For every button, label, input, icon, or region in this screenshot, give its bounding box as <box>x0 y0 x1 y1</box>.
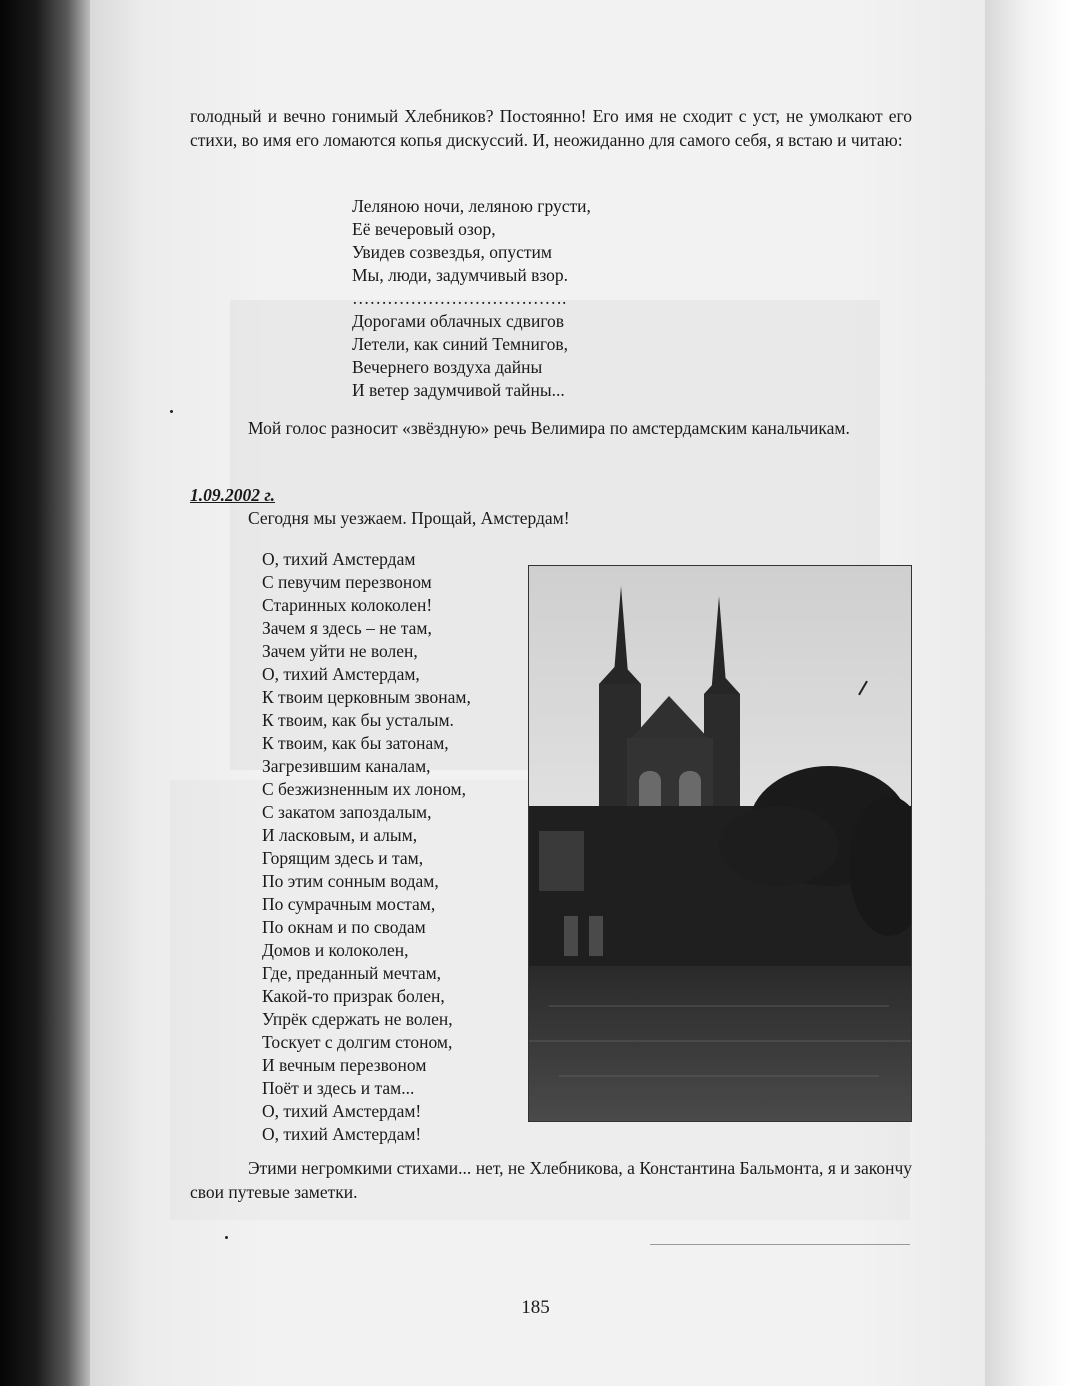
poem-line: Старинных колоколен! <box>262 595 433 615</box>
date-heading: 1.09.2002 г. <box>190 485 275 505</box>
poem-line: К твоим, как бы затонам, <box>262 733 449 753</box>
poem-line: Зачем я здесь – не там, <box>262 618 432 638</box>
poem-line: Какой-то призрак болен, <box>262 986 445 1006</box>
church-photo <box>528 565 912 1122</box>
poem-line: С певучим перезвоном <box>262 572 432 592</box>
page-number: 185 <box>521 1297 550 1318</box>
poem-line: Леляною ночи, леляною грусти, <box>352 196 591 216</box>
dust-speck <box>225 1236 228 1239</box>
poem-line: О, тихий Амстердам, <box>262 664 420 684</box>
voice-paragraph: Мой голос разносит «звёздную» речь Велимира по амстердамским канальчикам. <box>248 418 850 438</box>
poem-line: Увидев созвездья, опустим <box>352 242 552 262</box>
poem-line: И ветер задумчивой тайны... <box>352 380 565 400</box>
poem-line: Домов и колоколен, <box>262 940 409 960</box>
poem-line: К твоим церковным звонам, <box>262 687 471 707</box>
poem-line: И ласковым, и алым, <box>262 825 418 845</box>
poem-line: ………………………………. <box>352 288 567 308</box>
footnote-rule <box>650 1244 910 1245</box>
poem-line: О, тихий Амстердам! <box>262 1124 422 1144</box>
poem-line: Зачем уйти не волен, <box>262 641 418 661</box>
poem-line: Тоскует с долгим стоном, <box>262 1032 453 1052</box>
poem-line: С безжизненным их лоном, <box>262 779 466 799</box>
scan-right-edge <box>985 0 1071 1386</box>
poem-line: Её вечеровый озор, <box>352 219 496 239</box>
poem-line: К твоим, как бы усталым. <box>262 710 454 730</box>
poem-line: Упрёк сдержать не волен, <box>262 1009 453 1029</box>
dust-speck <box>170 410 173 413</box>
farewell-line: Сегодня мы уезжаем. Прощай, Амстердам! <box>248 508 570 528</box>
poem-line: С закатом запоздалым, <box>262 802 432 822</box>
poem-line: О, тихий Амстердам! <box>262 1101 422 1121</box>
poem-line: По сумрачным мостам, <box>262 894 436 914</box>
poem-line: Где, преданный мечтам, <box>262 963 442 983</box>
poem-line: Летели, как синий Темнигов, <box>352 334 568 354</box>
poem-line: И вечным перезвоном <box>262 1055 427 1075</box>
intro-paragraph: голодный и вечно гонимый Хлебников? Постоянно! Его имя не сходит с уст, не умолкают его стихи, во имя его ломаются копья дискуссий. И, неожиданно для самого себя, я встаю и читаю: <box>190 106 912 150</box>
poem-line: Горящим здесь и там, <box>262 848 424 868</box>
poem-line: Вечернего воздуха дайны <box>352 357 543 377</box>
poem-line: Дорогами облачных сдвигов <box>352 311 565 331</box>
poem-khlebnikov <box>352 195 591 402</box>
closing-paragraph: Этими негромкими стихами... нет, не Хлебникова, а Константина Бальмонта, я и закончу свои путевые заметки. <box>190 1158 912 1202</box>
church-photo-image <box>529 566 911 1121</box>
poem-line: Поёт и здесь и там... <box>262 1078 415 1098</box>
poem-line: Загрезившим каналам, <box>262 756 431 776</box>
poem-line: По окнам и по сводам <box>262 917 426 937</box>
poem-line: По этим сонным водам, <box>262 871 439 891</box>
scan-left-shadow <box>0 0 90 1386</box>
poem-balmont <box>262 548 471 1146</box>
poem-line: О, тихий Амстердам <box>262 549 416 569</box>
poem-line: Мы, люди, задумчивый взор. <box>352 265 569 285</box>
